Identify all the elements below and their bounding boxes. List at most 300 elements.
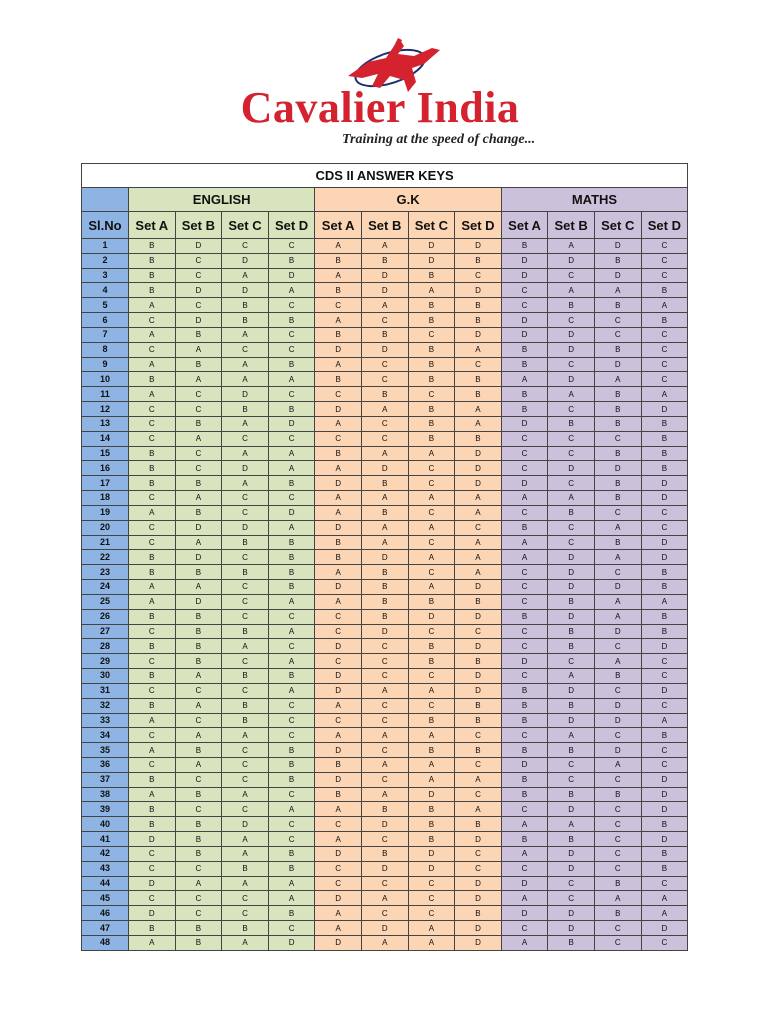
english-answer-cell: C — [222, 683, 269, 698]
sl-no-cell: 30 — [82, 669, 129, 684]
maths-answer-cell: D — [641, 402, 688, 417]
gk-answer-cell: D — [408, 861, 455, 876]
gk-answer-cell: B — [455, 743, 502, 758]
english-answer-cell: B — [268, 402, 315, 417]
gk-answer-cell: A — [455, 402, 502, 417]
gk-answer-cell: D — [361, 550, 408, 565]
english-answer-cell: D — [129, 876, 176, 891]
english-answer-cell: C — [222, 594, 269, 609]
english-answer-cell: A — [175, 535, 222, 550]
gk-answer-cell: A — [361, 891, 408, 906]
english-answer-cell: C — [175, 683, 222, 698]
gk-answer-cell: A — [408, 683, 455, 698]
english-answer-cell: A — [268, 594, 315, 609]
english-answer-cell: B — [129, 550, 176, 565]
english-answer-cell: B — [222, 669, 269, 684]
gk-answer-cell: B — [315, 283, 362, 298]
english-answer-cell: C — [175, 387, 222, 402]
maths-answer-cell: C — [501, 565, 548, 580]
english-answer-cell: C — [129, 402, 176, 417]
set-header-english-c: Set C — [222, 212, 269, 239]
gk-answer-cell: B — [408, 817, 455, 832]
gk-answer-cell: A — [315, 698, 362, 713]
maths-answer-cell: C — [548, 476, 595, 491]
gk-answer-cell: B — [315, 535, 362, 550]
table-row — [82, 372, 688, 387]
english-answer-cell: B — [268, 669, 315, 684]
maths-answer-cell: A — [548, 239, 595, 254]
sl-no-cell: 32 — [82, 698, 129, 713]
english-answer-cell: B — [222, 535, 269, 550]
maths-answer-cell: D — [641, 921, 688, 936]
gk-answer-cell: C — [361, 772, 408, 787]
table-row — [82, 239, 688, 254]
maths-answer-cell: C — [501, 461, 548, 476]
gk-answer-cell: B — [315, 372, 362, 387]
maths-answer-cell: B — [641, 446, 688, 461]
english-answer-cell: C — [268, 639, 315, 654]
gk-answer-cell: A — [361, 535, 408, 550]
english-answer-cell: A — [222, 446, 269, 461]
gk-answer-cell: C — [408, 505, 455, 520]
gk-answer-cell: B — [315, 787, 362, 802]
maths-answer-cell: B — [501, 357, 548, 372]
english-answer-cell: B — [268, 846, 315, 861]
maths-answer-cell: C — [594, 935, 641, 950]
maths-answer-cell: B — [548, 787, 595, 802]
english-answer-cell: A — [222, 728, 269, 743]
maths-answer-cell: B — [641, 861, 688, 876]
english-answer-cell: C — [222, 550, 269, 565]
maths-answer-cell: C — [594, 921, 641, 936]
maths-answer-cell: C — [548, 431, 595, 446]
gk-answer-cell: C — [408, 891, 455, 906]
maths-answer-cell: B — [594, 535, 641, 550]
gk-answer-cell: A — [315, 728, 362, 743]
english-answer-cell: C — [175, 713, 222, 728]
gk-answer-cell: D — [455, 669, 502, 684]
maths-answer-cell: B — [641, 431, 688, 446]
maths-answer-cell: A — [641, 713, 688, 728]
maths-answer-cell: D — [641, 535, 688, 550]
sl-no-cell: 23 — [82, 565, 129, 580]
maths-answer-cell: D — [548, 550, 595, 565]
gk-answer-cell: B — [315, 253, 362, 268]
maths-answer-cell: D — [594, 268, 641, 283]
maths-answer-cell: B — [501, 683, 548, 698]
gk-answer-cell: D — [315, 846, 362, 861]
sl-no-cell: 35 — [82, 743, 129, 758]
maths-answer-cell: A — [594, 372, 641, 387]
maths-answer-cell: B — [594, 787, 641, 802]
maths-answer-cell: B — [501, 713, 548, 728]
maths-answer-cell: D — [501, 253, 548, 268]
english-answer-cell: A — [175, 342, 222, 357]
gk-answer-cell: C — [361, 372, 408, 387]
maths-answer-cell: C — [641, 935, 688, 950]
gk-answer-cell: C — [455, 624, 502, 639]
sl-no-cell: 4 — [82, 283, 129, 298]
maths-answer-cell: C — [548, 757, 595, 772]
english-answer-cell: B — [175, 817, 222, 832]
gk-answer-cell: C — [361, 654, 408, 669]
maths-answer-cell: B — [501, 787, 548, 802]
maths-answer-cell: D — [548, 846, 595, 861]
maths-answer-cell: B — [641, 817, 688, 832]
gk-answer-cell: D — [455, 921, 502, 936]
maths-answer-cell: B — [501, 387, 548, 402]
english-answer-cell: A — [268, 876, 315, 891]
maths-answer-cell: B — [548, 832, 595, 847]
gk-answer-cell: A — [408, 921, 455, 936]
maths-answer-cell: C — [501, 594, 548, 609]
maths-answer-cell: C — [641, 268, 688, 283]
english-answer-cell: D — [175, 313, 222, 328]
table-row — [82, 639, 688, 654]
answer-rows — [82, 239, 688, 951]
gk-answer-cell: C — [408, 535, 455, 550]
maths-answer-cell: C — [641, 654, 688, 669]
maths-answer-cell: C — [548, 654, 595, 669]
gk-answer-cell: A — [315, 802, 362, 817]
maths-answer-cell: C — [641, 372, 688, 387]
english-answer-cell: B — [222, 861, 269, 876]
gk-answer-cell: A — [408, 772, 455, 787]
english-answer-cell: A — [129, 594, 176, 609]
maths-answer-cell: B — [594, 491, 641, 506]
english-answer-cell: A — [268, 624, 315, 639]
english-answer-cell: B — [129, 253, 176, 268]
gk-answer-cell: C — [315, 298, 362, 313]
gk-answer-cell: C — [315, 609, 362, 624]
sl-no-cell: 36 — [82, 757, 129, 772]
sl-no-cell: 43 — [82, 861, 129, 876]
maths-answer-cell: C — [641, 743, 688, 758]
maths-answer-cell: C — [594, 505, 641, 520]
maths-answer-cell: B — [641, 565, 688, 580]
gk-answer-cell: D — [361, 268, 408, 283]
maths-answer-cell: A — [548, 669, 595, 684]
gk-answer-cell: D — [315, 520, 362, 535]
english-answer-cell: A — [268, 683, 315, 698]
sl-no-cell: 44 — [82, 876, 129, 891]
table-row — [82, 787, 688, 802]
english-answer-cell: B — [175, 654, 222, 669]
gk-answer-cell: C — [315, 654, 362, 669]
maths-answer-cell: B — [594, 402, 641, 417]
english-answer-cell: D — [268, 505, 315, 520]
english-answer-cell: C — [175, 446, 222, 461]
gk-answer-cell: A — [315, 313, 362, 328]
gk-answer-cell: D — [315, 402, 362, 417]
maths-answer-cell: A — [501, 491, 548, 506]
sl-no-cell: 9 — [82, 357, 129, 372]
maths-answer-cell: D — [548, 802, 595, 817]
sl-no-cell: 20 — [82, 520, 129, 535]
maths-answer-cell: A — [548, 817, 595, 832]
gk-answer-cell: A — [455, 491, 502, 506]
maths-answer-cell: C — [548, 446, 595, 461]
english-answer-cell: B — [175, 505, 222, 520]
gk-answer-cell: D — [315, 342, 362, 357]
table-row — [82, 431, 688, 446]
english-answer-cell: A — [222, 832, 269, 847]
gk-answer-cell: B — [408, 372, 455, 387]
english-answer-cell: A — [129, 505, 176, 520]
gk-answer-cell: A — [315, 416, 362, 431]
english-answer-cell: B — [268, 550, 315, 565]
english-answer-cell: C — [222, 505, 269, 520]
set-header-english-d: Set D — [268, 212, 315, 239]
maths-answer-cell: C — [594, 431, 641, 446]
english-answer-cell: B — [222, 624, 269, 639]
gk-answer-cell: A — [408, 757, 455, 772]
gk-answer-cell: B — [408, 431, 455, 446]
gk-answer-cell: D — [361, 342, 408, 357]
maths-answer-cell: B — [594, 298, 641, 313]
maths-answer-cell: C — [594, 639, 641, 654]
maths-answer-cell: A — [501, 935, 548, 950]
gk-answer-cell: B — [408, 639, 455, 654]
english-answer-cell: A — [222, 639, 269, 654]
maths-answer-cell: B — [594, 669, 641, 684]
english-answer-cell: C — [129, 654, 176, 669]
maths-answer-cell: C — [548, 357, 595, 372]
english-answer-cell: B — [268, 476, 315, 491]
gk-answer-cell: A — [408, 580, 455, 595]
table-row — [82, 357, 688, 372]
gk-answer-cell: C — [408, 387, 455, 402]
gk-answer-cell: A — [408, 283, 455, 298]
maths-answer-cell: A — [501, 550, 548, 565]
english-answer-cell: A — [268, 520, 315, 535]
gk-answer-cell: C — [408, 476, 455, 491]
english-answer-cell: A — [268, 372, 315, 387]
english-answer-cell: C — [129, 491, 176, 506]
maths-answer-cell: C — [594, 728, 641, 743]
english-answer-cell: D — [268, 935, 315, 950]
english-answer-cell: B — [175, 743, 222, 758]
gk-answer-cell: D — [361, 861, 408, 876]
maths-answer-cell: B — [641, 580, 688, 595]
brand-tagline: Training at the speed of change... — [342, 132, 536, 147]
english-answer-cell: A — [175, 580, 222, 595]
gk-answer-cell: A — [361, 491, 408, 506]
english-answer-cell: A — [268, 802, 315, 817]
english-answer-cell: C — [268, 239, 315, 254]
gk-answer-cell: D — [455, 876, 502, 891]
table-row — [82, 594, 688, 609]
table-row — [82, 832, 688, 847]
gk-answer-cell: B — [408, 298, 455, 313]
english-answer-cell: B — [268, 313, 315, 328]
set-header-english-a: Set A — [129, 212, 176, 239]
table-row — [82, 505, 688, 520]
gk-answer-cell: C — [455, 520, 502, 535]
english-answer-cell: B — [175, 476, 222, 491]
gk-answer-cell: B — [361, 594, 408, 609]
sl-no-cell: 45 — [82, 891, 129, 906]
english-answer-cell: A — [175, 757, 222, 772]
gk-answer-cell: C — [315, 861, 362, 876]
english-answer-cell: C — [222, 491, 269, 506]
english-answer-cell: A — [129, 787, 176, 802]
maths-answer-cell: C — [501, 921, 548, 936]
table-row — [82, 535, 688, 550]
english-answer-cell: B — [268, 772, 315, 787]
gk-answer-cell: B — [455, 253, 502, 268]
english-answer-cell: A — [175, 491, 222, 506]
gk-answer-cell: B — [455, 906, 502, 921]
maths-answer-cell: D — [641, 550, 688, 565]
table-row — [82, 713, 688, 728]
gk-answer-cell: A — [455, 772, 502, 787]
gk-answer-cell: C — [361, 713, 408, 728]
maths-answer-cell: D — [548, 253, 595, 268]
gk-answer-cell: C — [315, 876, 362, 891]
gk-answer-cell: C — [408, 906, 455, 921]
maths-answer-cell: C — [641, 327, 688, 342]
english-answer-cell: D — [175, 520, 222, 535]
english-answer-cell: D — [222, 461, 269, 476]
english-answer-cell: C — [175, 268, 222, 283]
table-row — [82, 669, 688, 684]
english-answer-cell: C — [175, 906, 222, 921]
english-answer-cell: C — [222, 431, 269, 446]
table-row — [82, 416, 688, 431]
maths-answer-cell: B — [548, 639, 595, 654]
sl-no-cell: 24 — [82, 580, 129, 595]
sl-no-cell: 3 — [82, 268, 129, 283]
gk-answer-cell: D — [315, 639, 362, 654]
gk-answer-cell: D — [315, 476, 362, 491]
gk-answer-cell: A — [361, 239, 408, 254]
maths-answer-cell: C — [641, 357, 688, 372]
set-header-gk-b: Set B — [361, 212, 408, 239]
maths-answer-cell: B — [641, 313, 688, 328]
gk-answer-cell: A — [361, 298, 408, 313]
english-answer-cell: C — [222, 654, 269, 669]
maths-answer-cell: D — [548, 861, 595, 876]
maths-answer-cell: B — [641, 609, 688, 624]
maths-answer-cell: A — [594, 654, 641, 669]
english-answer-cell: C — [175, 891, 222, 906]
maths-answer-cell: C — [641, 876, 688, 891]
brand-logo — [220, 36, 540, 146]
table-row — [82, 580, 688, 595]
english-answer-cell: C — [268, 921, 315, 936]
english-answer-cell: B — [129, 372, 176, 387]
english-answer-cell: B — [268, 357, 315, 372]
english-answer-cell: D — [129, 832, 176, 847]
sl-no-cell: 48 — [82, 935, 129, 950]
gk-answer-cell: B — [408, 743, 455, 758]
english-answer-cell: B — [129, 446, 176, 461]
maths-answer-cell: C — [594, 846, 641, 861]
english-answer-cell: B — [268, 743, 315, 758]
sl-no-cell: 28 — [82, 639, 129, 654]
maths-answer-cell: C — [641, 757, 688, 772]
sl-no-cell: 41 — [82, 832, 129, 847]
gk-answer-cell: D — [455, 891, 502, 906]
english-answer-cell: B — [129, 461, 176, 476]
maths-answer-cell: D — [548, 683, 595, 698]
sl-no-cell: 8 — [82, 342, 129, 357]
english-answer-cell: A — [175, 372, 222, 387]
english-answer-cell: C — [268, 609, 315, 624]
english-answer-cell: D — [222, 283, 269, 298]
gk-answer-cell: A — [455, 565, 502, 580]
english-answer-cell: B — [222, 713, 269, 728]
english-answer-cell: B — [129, 698, 176, 713]
gk-answer-cell: A — [455, 505, 502, 520]
sl-header-blank — [82, 188, 129, 212]
english-answer-cell: C — [222, 239, 269, 254]
maths-answer-cell: C — [594, 565, 641, 580]
maths-answer-cell: D — [594, 743, 641, 758]
english-answer-cell: D — [222, 253, 269, 268]
english-answer-cell: C — [175, 253, 222, 268]
sl-no-cell: 22 — [82, 550, 129, 565]
gk-answer-cell: B — [408, 313, 455, 328]
english-answer-cell: B — [268, 253, 315, 268]
gk-answer-cell: C — [455, 757, 502, 772]
table-row — [82, 728, 688, 743]
set-header-maths-a: Set A — [501, 212, 548, 239]
gk-answer-cell: D — [408, 846, 455, 861]
gk-answer-cell: D — [455, 327, 502, 342]
maths-answer-cell: B — [594, 342, 641, 357]
gk-answer-cell: C — [455, 268, 502, 283]
english-answer-cell: B — [129, 802, 176, 817]
english-answer-cell: C — [268, 817, 315, 832]
maths-answer-cell: D — [548, 461, 595, 476]
sl-no-cell: 13 — [82, 416, 129, 431]
gk-answer-cell: B — [361, 565, 408, 580]
gk-answer-cell: B — [408, 268, 455, 283]
maths-answer-cell: D — [548, 609, 595, 624]
gk-answer-cell: A — [315, 505, 362, 520]
maths-answer-cell: C — [501, 861, 548, 876]
english-answer-cell: A — [222, 935, 269, 950]
maths-answer-cell: B — [501, 402, 548, 417]
gk-answer-cell: A — [408, 935, 455, 950]
maths-answer-cell: C — [548, 535, 595, 550]
gk-answer-cell: D — [455, 580, 502, 595]
english-answer-cell: C — [222, 609, 269, 624]
brand-name: Cavalier India — [240, 83, 520, 132]
maths-answer-cell: C — [594, 313, 641, 328]
english-answer-cell: C — [268, 431, 315, 446]
english-answer-cell: B — [268, 580, 315, 595]
gk-answer-cell: A — [315, 594, 362, 609]
maths-answer-cell: D — [594, 713, 641, 728]
maths-answer-cell: D — [548, 327, 595, 342]
english-answer-cell: C — [129, 757, 176, 772]
english-answer-cell: B — [129, 609, 176, 624]
english-answer-cell: B — [175, 357, 222, 372]
gk-answer-cell: A — [361, 683, 408, 698]
gk-answer-cell: C — [315, 431, 362, 446]
table-row — [82, 402, 688, 417]
set-header-gk-c: Set C — [408, 212, 455, 239]
english-answer-cell: B — [222, 698, 269, 713]
table-row — [82, 327, 688, 342]
table-row — [82, 802, 688, 817]
table-row — [82, 817, 688, 832]
gk-answer-cell: C — [361, 416, 408, 431]
gk-answer-cell: D — [455, 683, 502, 698]
